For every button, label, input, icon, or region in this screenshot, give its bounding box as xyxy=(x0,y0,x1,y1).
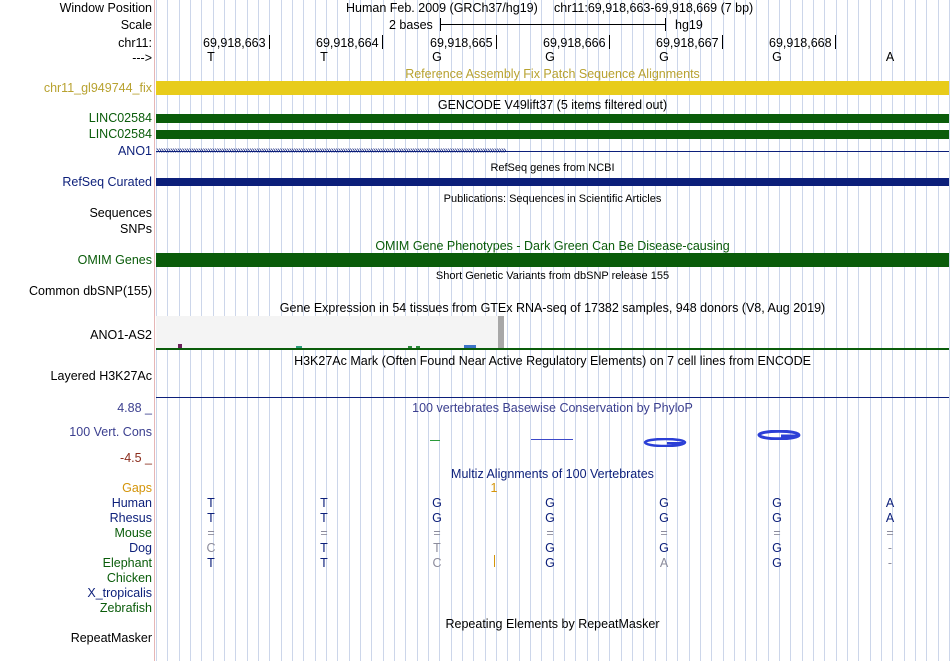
coord-tick xyxy=(835,35,836,49)
reference-base: G xyxy=(772,50,782,64)
reference-base: G xyxy=(432,50,442,64)
phylop-g-logo-icon xyxy=(757,430,803,440)
multiz-species-label[interactable]: Mouse xyxy=(114,526,152,540)
publications-sequences-label[interactable]: Sequences xyxy=(89,206,152,220)
multiz-base: = xyxy=(546,526,554,540)
reference-base: G xyxy=(545,50,555,64)
scale-db: hg19 xyxy=(675,18,703,32)
multiz-base: G xyxy=(432,511,442,525)
gtex-baseline xyxy=(156,348,949,350)
coord-label: 69,918,668 xyxy=(769,36,832,50)
multiz-base: G xyxy=(545,541,555,555)
multiz-base: T xyxy=(207,556,215,570)
phylop-track-label[interactable]: 100 Vert. Cons xyxy=(69,425,152,439)
multiz-track-title[interactable]: Multiz Alignments of 100 Vertebrates xyxy=(451,467,654,481)
multiz-species-label[interactable]: Elephant xyxy=(102,556,152,570)
dbsnp-label[interactable]: Common dbSNP(155) xyxy=(29,284,152,298)
fix-patch-track-title[interactable]: Reference Assembly Fix Patch Sequence Alignments xyxy=(405,67,700,81)
multiz-base: A xyxy=(659,556,669,570)
multiz-base: A xyxy=(885,511,895,525)
refseq-curated-label[interactable]: RefSeq Curated xyxy=(62,175,152,189)
publications-snps-label[interactable]: SNPs xyxy=(120,222,152,236)
omim-track-title[interactable]: OMIM Gene Phenotypes - Dark Green Can Be Disease-causing xyxy=(375,239,730,253)
repeatmasker-label[interactable]: RepeatMasker xyxy=(70,631,152,645)
fix-patch-label[interactable]: chr11_gl949744_fix xyxy=(43,81,152,95)
multiz-base: G xyxy=(659,496,669,510)
position-text: chr11:69,918,663-69,918,669 (7 bp) xyxy=(554,1,754,15)
publications-track-title[interactable]: Publications: Sequences in Scientific Articles xyxy=(443,193,662,205)
omim-genes-label[interactable]: OMIM Genes xyxy=(77,253,152,267)
multiz-base: - xyxy=(887,541,893,555)
phylop-score-mark xyxy=(430,440,440,441)
multiz-base: T xyxy=(207,496,215,510)
h3k27ac-signal-baseline xyxy=(156,397,949,398)
multiz-base: = xyxy=(320,526,328,540)
gtex-tissue-bar xyxy=(498,316,504,348)
multiz-gaps-label: Gaps xyxy=(122,481,152,495)
repeatmasker-track-title[interactable]: Repeating Elements by RepeatMasker xyxy=(445,617,660,631)
coord-tick xyxy=(609,35,610,49)
multiz-base: T xyxy=(320,541,328,555)
phylop-g-logo-icon xyxy=(643,438,689,447)
multiz-base: - xyxy=(887,556,893,570)
multiz-base: T xyxy=(207,511,215,525)
gencode-track-title[interactable]: GENCODE V49lift37 (5 items filtered out) xyxy=(437,98,668,112)
coord-label: 69,918,665 xyxy=(430,36,493,50)
scale-label: Scale xyxy=(120,18,152,32)
coord-tick xyxy=(722,35,723,49)
multiz-base: = xyxy=(433,526,441,540)
reference-base: T xyxy=(207,50,215,64)
multiz-base: G xyxy=(772,511,782,525)
dbsnp-track-title[interactable]: Short Genetic Variants from dbSNP release 155 xyxy=(435,270,670,282)
multiz-base: G xyxy=(772,541,782,555)
window-position-label: Window Position xyxy=(59,1,152,15)
multiz-base: C xyxy=(206,541,216,555)
multiz-base: = xyxy=(207,526,215,540)
gtex-gene-highlight xyxy=(156,316,499,348)
multiz-base: = xyxy=(773,526,781,540)
reference-base: T xyxy=(320,50,328,64)
scale-value: 2 bases xyxy=(389,18,433,32)
scale-bar xyxy=(440,18,666,32)
multiz-base: C xyxy=(432,556,442,570)
coord-label: 69,918,666 xyxy=(543,36,606,50)
multiz-species-label[interactable]: Chicken xyxy=(106,571,152,585)
reference-base: G xyxy=(659,50,669,64)
multiz-insertion-mark xyxy=(494,555,495,567)
phylop-score-mark xyxy=(531,439,573,440)
h3k27ac-label[interactable]: Layered H3K27Ac xyxy=(50,369,152,383)
gtex-track-title[interactable]: Gene Expression in 54 tissues from GTEx RNA-seq of 17382 samples, 948 donors (V8, Aug 2019) xyxy=(279,301,826,315)
gtex-gene-label[interactable]: ANO1-AS2 xyxy=(90,328,152,342)
coord-tick xyxy=(496,35,497,49)
linc02584-gene-bar[interactable] xyxy=(156,114,949,123)
multiz-species-label[interactable]: Rhesus xyxy=(109,511,152,525)
refseq-gene-bar[interactable] xyxy=(156,178,949,186)
multiz-base: A xyxy=(885,496,895,510)
ano1-intron-arrows[interactable]: ›››››››››››››››››››››››››››››››››››››››››››››››››››››››››››››››››››››››››››››››››››››››››››››››››››››››››››››››››››››››››››››››››››››››››››››››››››››› xyxy=(156,144,949,158)
phylop-track-title[interactable]: 100 vertebrates Basewise Conservation by PhyloP xyxy=(412,401,693,415)
reference-base: A xyxy=(885,50,895,64)
multiz-base: T xyxy=(320,511,328,525)
gencode-item-ano1[interactable]: ANO1 xyxy=(117,144,152,158)
multiz-base: G xyxy=(545,496,555,510)
fix-patch-bar[interactable] xyxy=(156,81,949,95)
multiz-species-label[interactable]: Zebrafish xyxy=(99,601,152,615)
multiz-base: T xyxy=(433,541,441,555)
coord-label: 69,918,664 xyxy=(316,36,379,50)
multiz-base: = xyxy=(660,526,668,540)
multiz-base: G xyxy=(432,496,442,510)
assembly-text: Human Feb. 2009 (GRCh37/hg19) xyxy=(346,1,538,15)
h3k27ac-track-title[interactable]: H3K27Ac Mark (Often Found Near Active Regulatory Elements) on 7 cell lines from ENCODE xyxy=(294,354,811,368)
multiz-species-label[interactable]: Dog xyxy=(129,541,152,555)
multiz-base: G xyxy=(545,511,555,525)
multiz-base: G xyxy=(545,556,555,570)
multiz-base: = xyxy=(886,526,894,540)
omim-gene-bar[interactable] xyxy=(156,253,949,267)
chrom-label: chr11: xyxy=(118,36,152,50)
multiz-base: G xyxy=(659,541,669,555)
multiz-gap-count: 1 xyxy=(490,481,498,495)
refseq-track-title[interactable]: RefSeq genes from NCBI xyxy=(490,162,615,174)
coord-tick xyxy=(382,35,383,49)
coord-label: 69,918,663 xyxy=(203,36,266,50)
phylop-min-label: -4.5 _ xyxy=(120,451,152,465)
multiz-base: T xyxy=(320,556,328,570)
multiz-base: G xyxy=(659,511,669,525)
linc02584-gene-bar[interactable] xyxy=(156,130,949,139)
phylop-max-label: 4.88 _ xyxy=(117,401,152,415)
multiz-base: G xyxy=(772,556,782,570)
coord-label: 69,918,667 xyxy=(656,36,719,50)
multiz-base: G xyxy=(772,496,782,510)
multiz-species-label[interactable]: Human xyxy=(111,496,152,510)
multiz-species-label[interactable]: X_tropicalis xyxy=(87,586,152,600)
gencode-item-linc02584[interactable]: LINC02584 xyxy=(88,111,152,125)
strand-label: ---> xyxy=(132,51,152,65)
gencode-item-linc02584[interactable]: LINC02584 xyxy=(88,127,152,141)
multiz-base: T xyxy=(320,496,328,510)
coord-tick xyxy=(269,35,270,49)
